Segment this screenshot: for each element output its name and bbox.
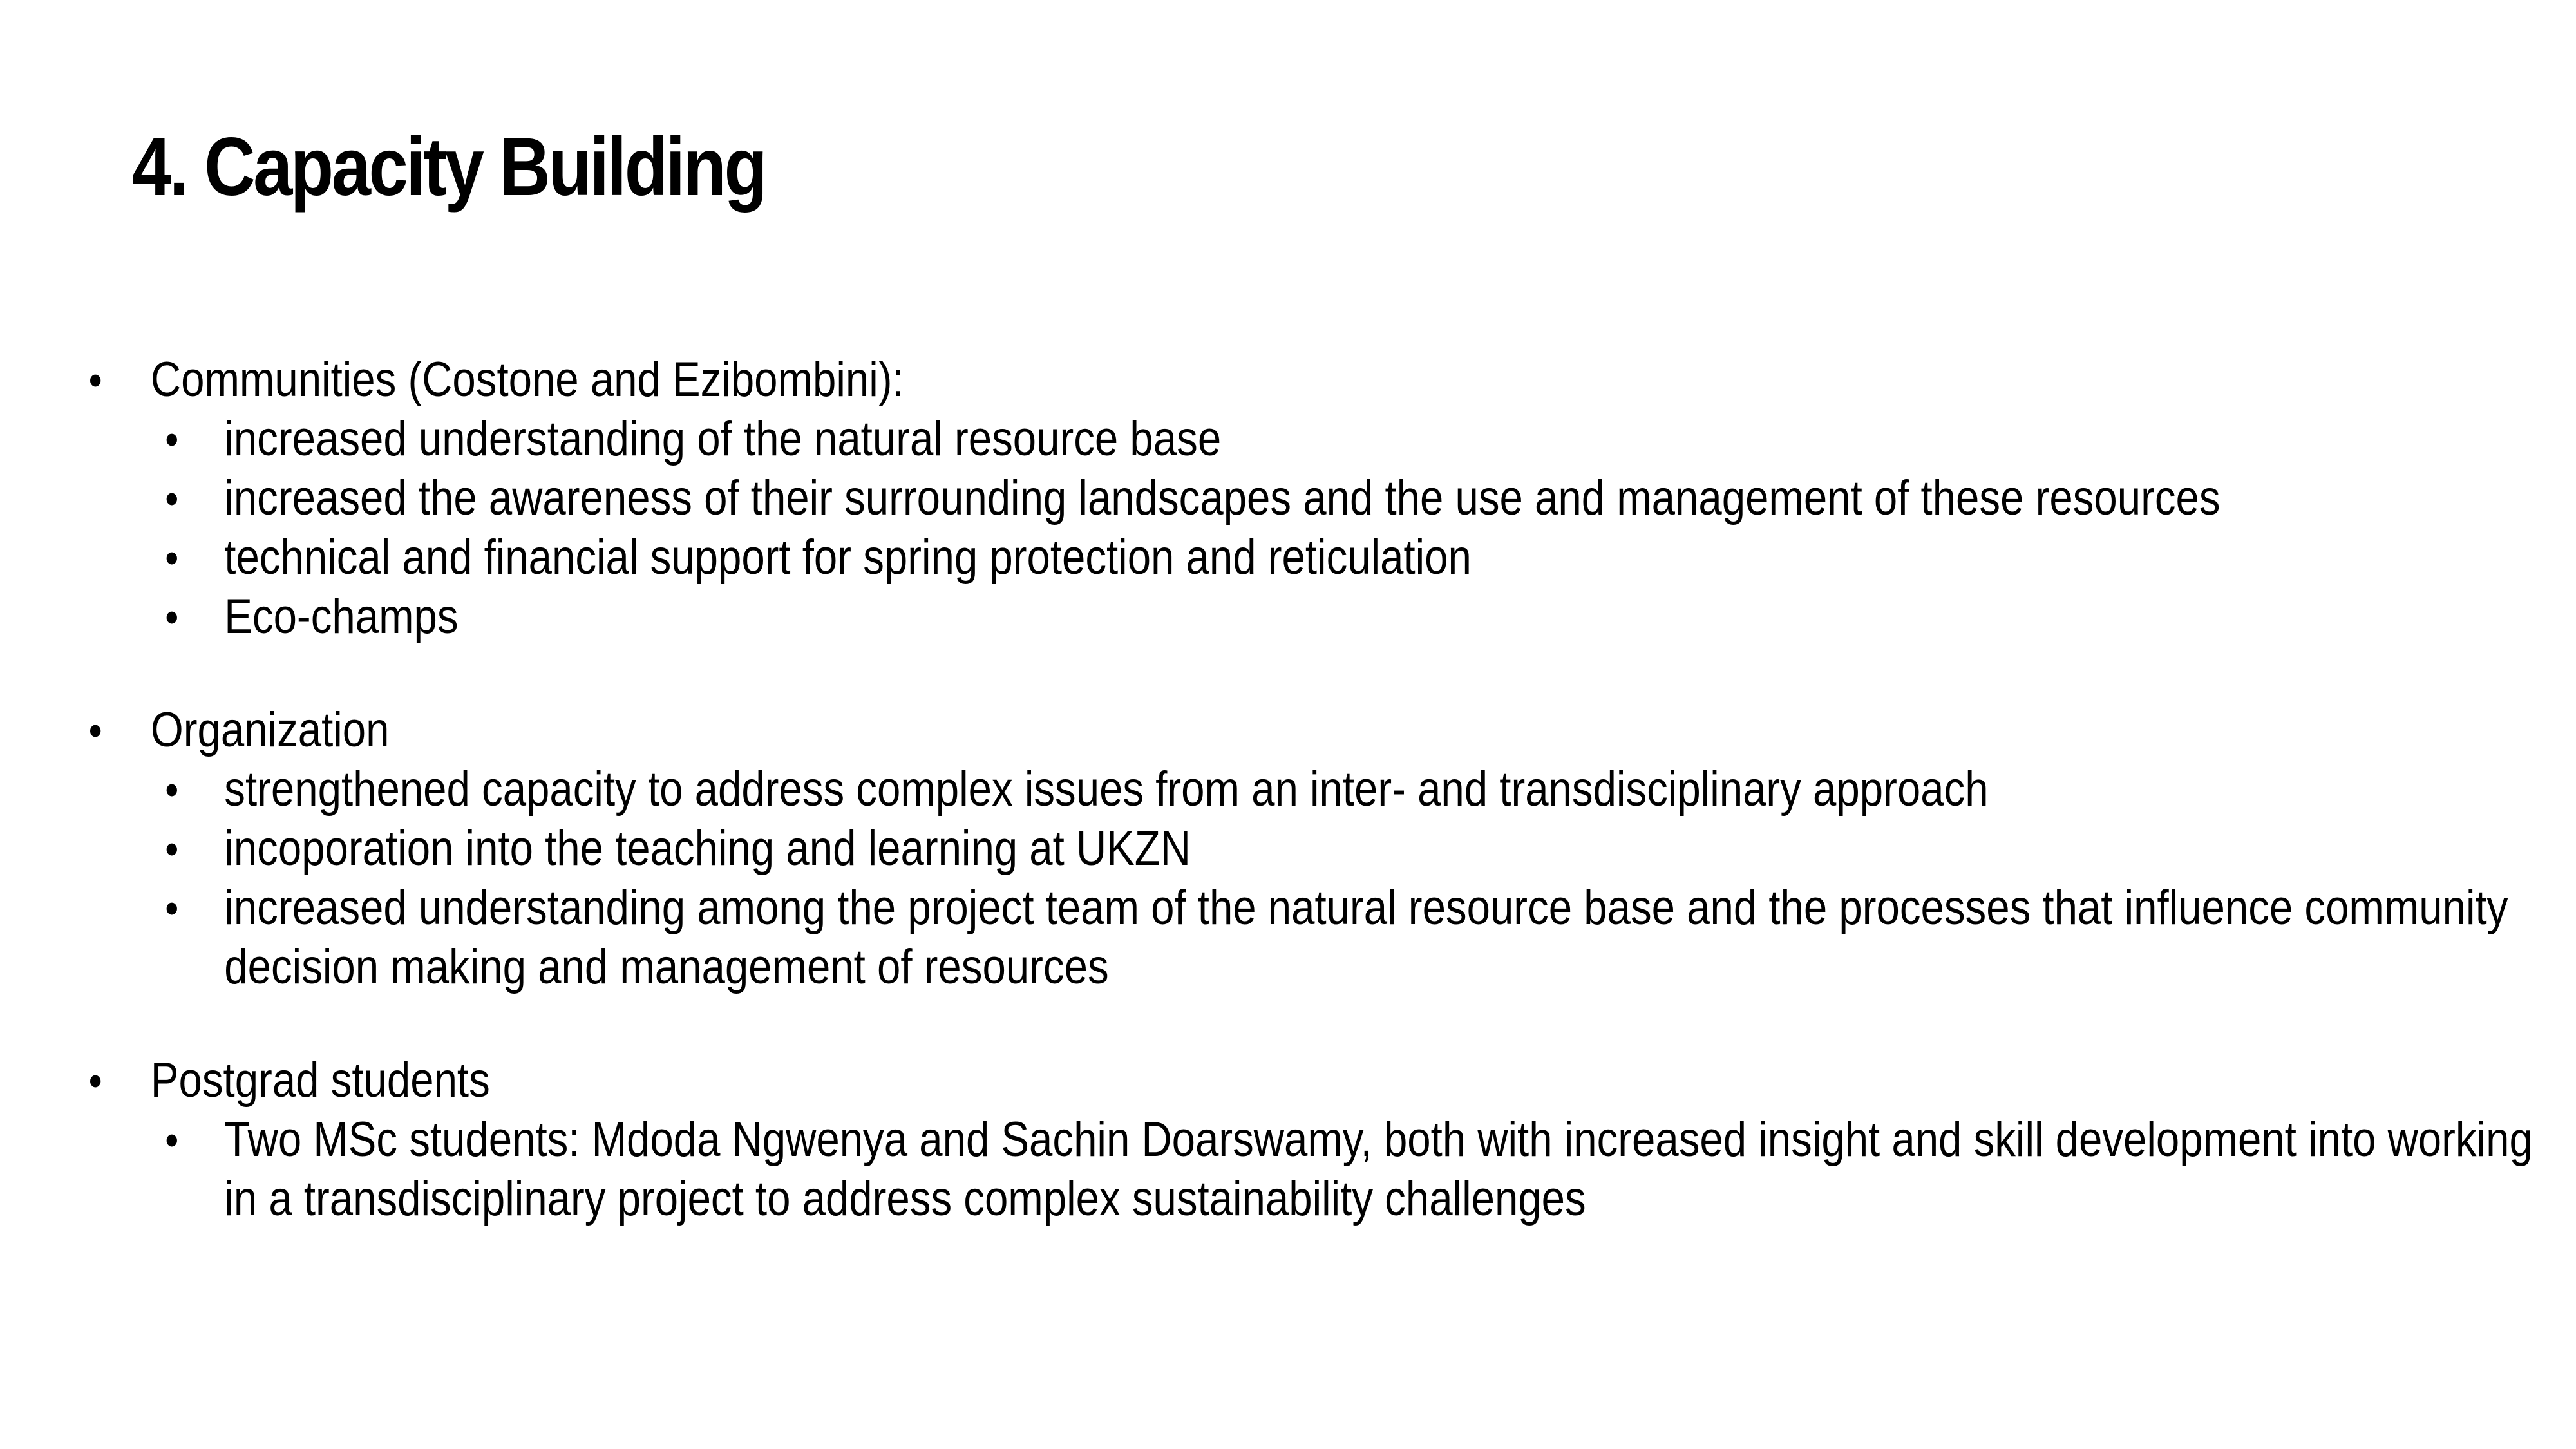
- bullet-text: technical and financial support for spring protection and reticulation: [224, 530, 1472, 585]
- bullet-item-level1: [0, 701, 2492, 760]
- section-postgrad-students: [0, 1051, 2533, 1229]
- bullet-icon: •: [165, 592, 179, 642]
- bullet-text: Eco-champs: [224, 589, 459, 644]
- bullet-item-level2: [0, 819, 2492, 878]
- slide-title: 4. Capacity Building: [132, 121, 766, 213]
- bullet-item-level2: [0, 528, 2492, 587]
- bullet-icon: •: [88, 355, 102, 405]
- bullet-text: strengthened capacity to address complex issues from an inter- and transdisciplinary approach: [224, 762, 1989, 817]
- section-organization: [0, 701, 2508, 997]
- bullet-icon: •: [165, 764, 179, 815]
- bullet-text-line: decision making and management of resources: [224, 940, 1109, 994]
- section-heading: Organization: [150, 703, 390, 757]
- bullet-icon: •: [165, 533, 179, 583]
- bullet-text: [224, 1110, 2533, 1229]
- section-communities: [0, 350, 2492, 647]
- bullet-text-line: in a transdisciplinary project to address complex sustainability challenges: [224, 1171, 1586, 1226]
- section-heading: Communities (Costone and Ezibombini):: [150, 352, 904, 407]
- bullet-item-level1: [0, 1051, 2492, 1110]
- bullet-item-level2: [0, 1110, 2533, 1229]
- bullet-item-level2: [0, 587, 2492, 647]
- bullet-icon: •: [165, 473, 179, 524]
- bullet-icon: •: [88, 705, 102, 755]
- section-heading: Postgrad students: [150, 1053, 490, 1108]
- bullet-item-level2: [0, 469, 2492, 528]
- bullet-item-level1: [0, 350, 2492, 410]
- bullet-icon: •: [165, 1115, 179, 1165]
- bullet-item-level2: [0, 760, 2492, 819]
- bullet-item-level2: [0, 878, 2508, 997]
- bullet-text: increased the awareness of their surrounding landscapes and the use and management of these resources: [224, 471, 2221, 526]
- bullet-text: incoporation into the teaching and learning at UKZN: [224, 821, 1191, 876]
- bullet-text: increased understanding of the natural resource base: [224, 412, 1222, 466]
- bullet-item-level2: [0, 410, 2492, 469]
- bullet-icon: •: [165, 883, 179, 933]
- bullet-text: [224, 878, 2508, 997]
- bullet-icon: •: [165, 824, 179, 874]
- bullet-icon: •: [165, 414, 179, 464]
- bullet-text-line: increased understanding among the project team of the natural resource base and the processes that influence community: [224, 880, 2508, 935]
- bullet-text-line: Two MSc students: Mdoda Ngwenya and Sachin Doarswamy, both with increased insight and skill development into working: [224, 1112, 2533, 1167]
- bullet-icon: •: [88, 1056, 102, 1106]
